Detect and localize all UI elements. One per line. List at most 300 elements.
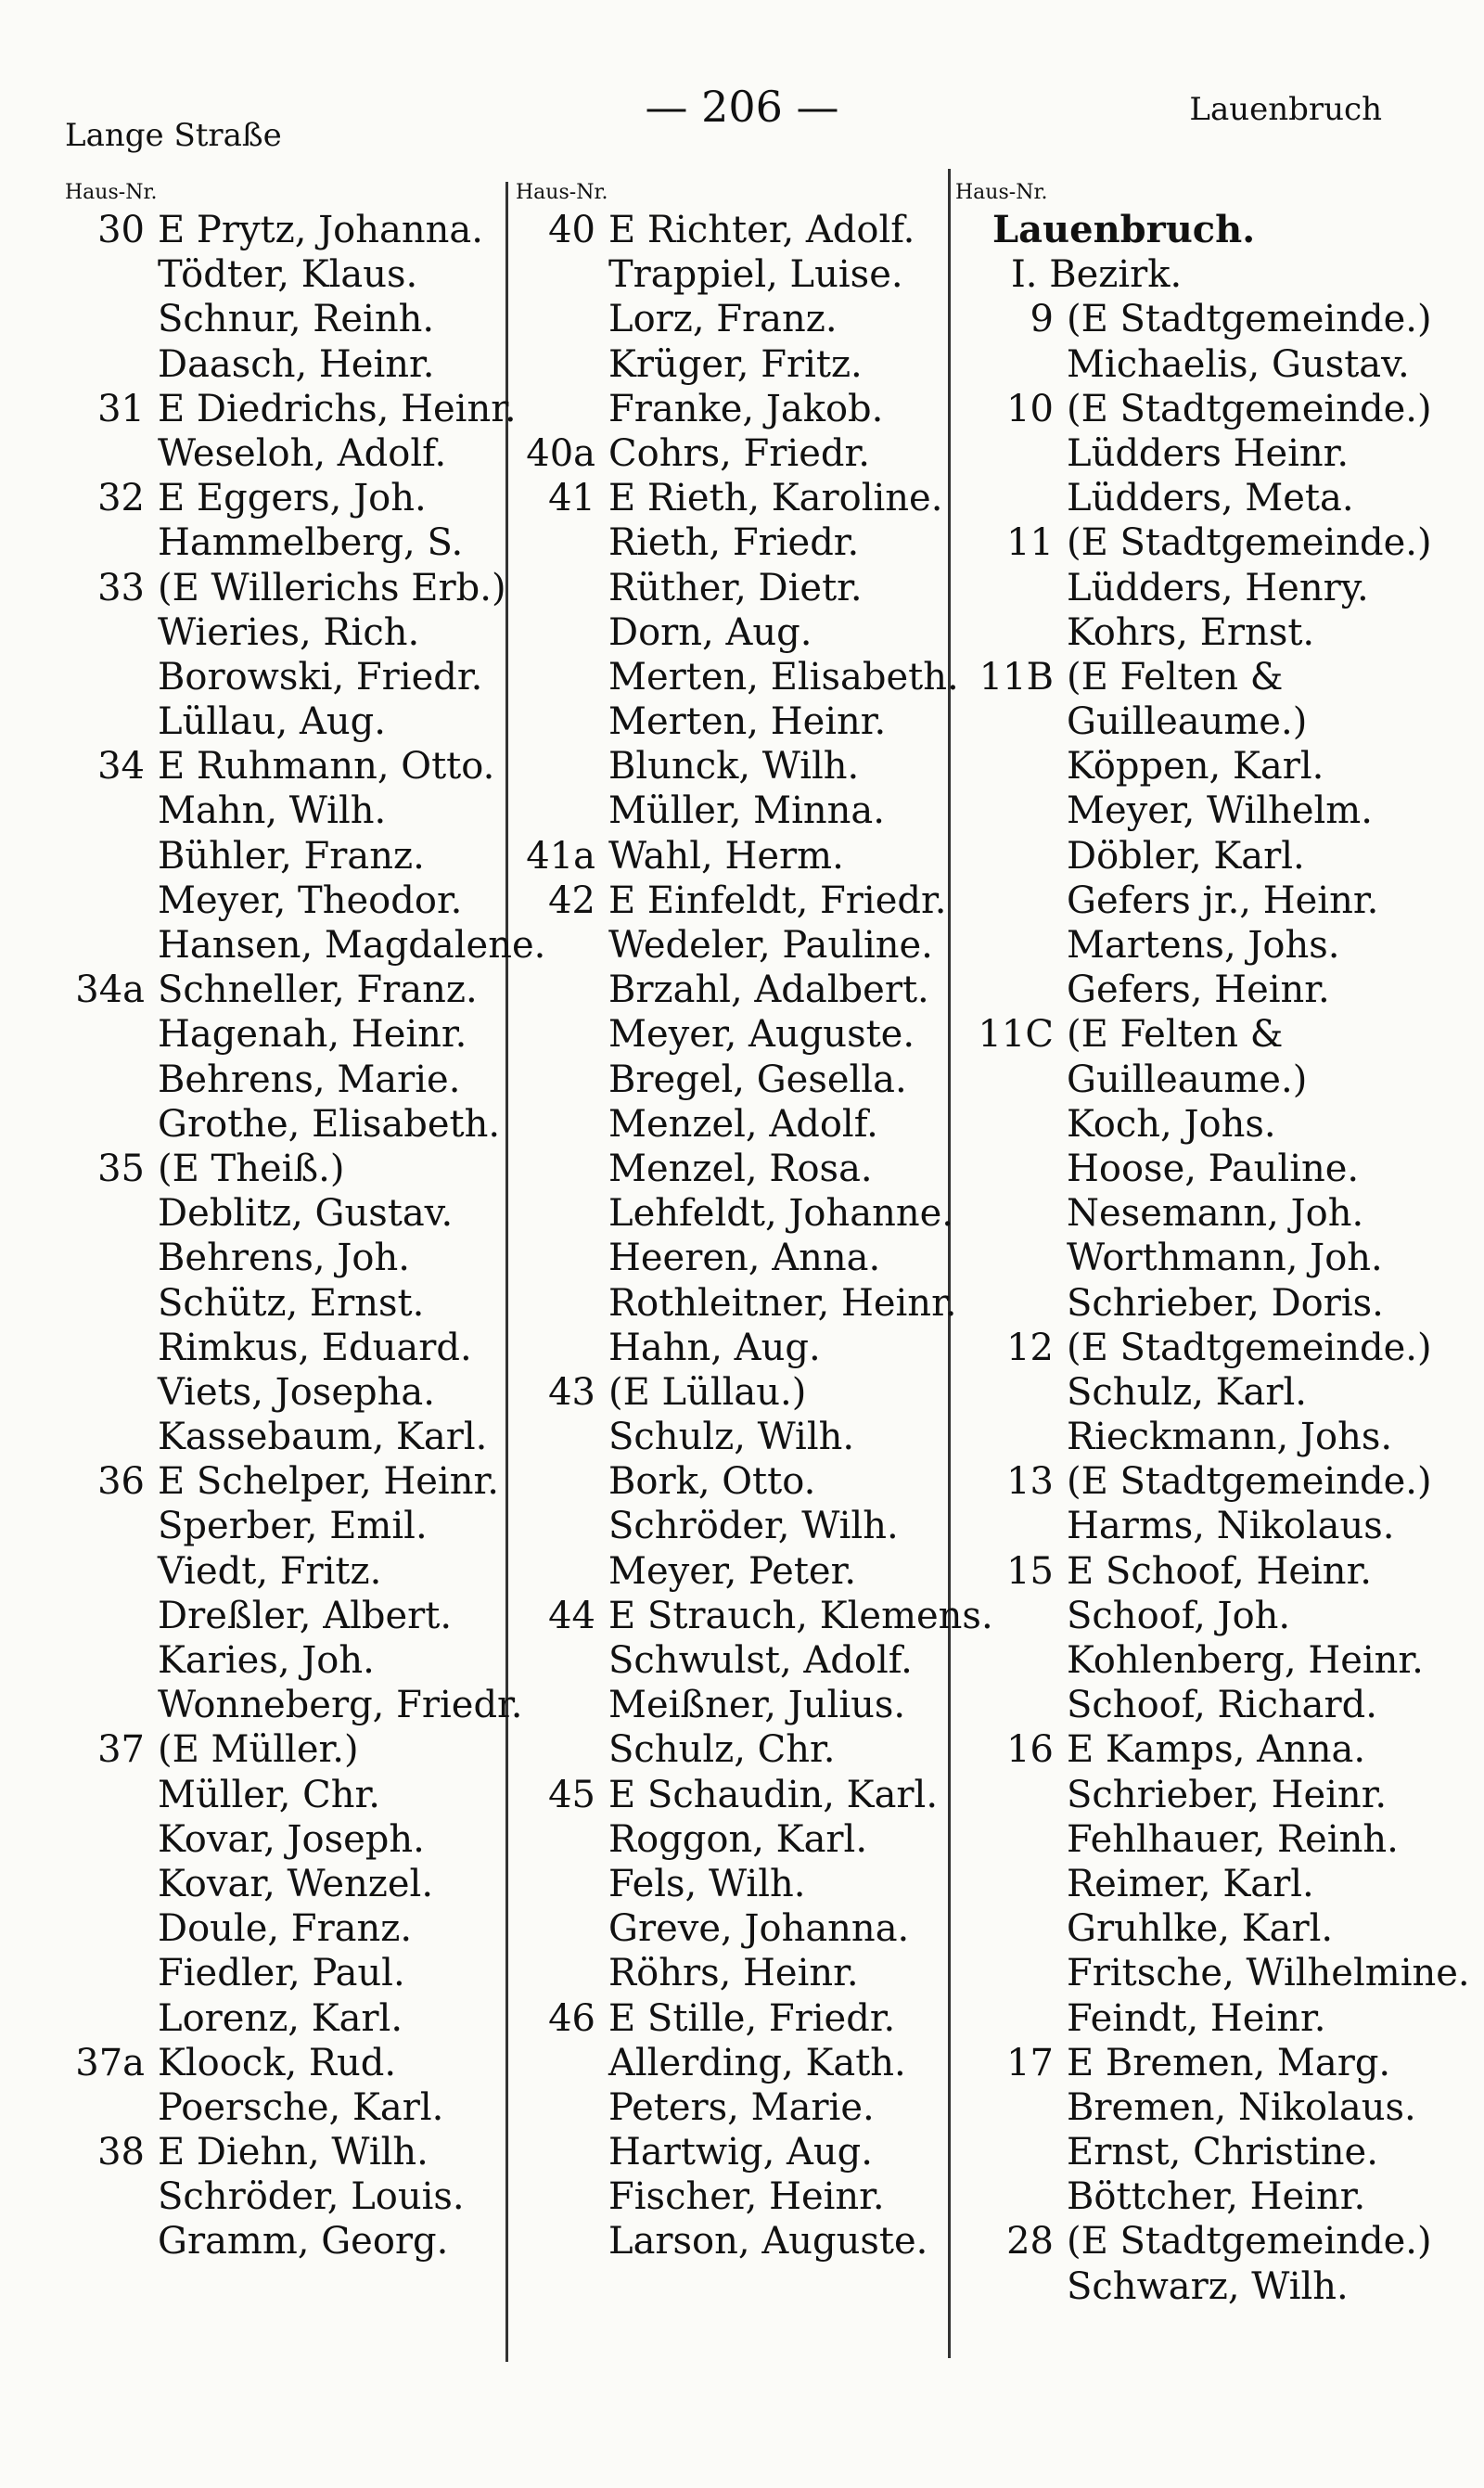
resident-name: Schröder, Louis. — [158, 2175, 465, 2219]
house-number — [955, 699, 1067, 744]
directory-entry — [955, 1773, 1456, 1817]
resident-name: Schwulst, Adolf. — [608, 1639, 913, 1682]
house-number — [516, 1727, 608, 1772]
directory-entry — [65, 1996, 501, 2041]
directory-entry — [516, 1191, 952, 1236]
resident-name: Guilleaume.) — [1067, 1058, 1308, 1101]
house-number: 15 — [1006, 1549, 1054, 1593]
directory-entry — [516, 834, 952, 878]
directory-entry — [65, 1415, 501, 1459]
directory-entry — [955, 1504, 1456, 1548]
house-number — [955, 476, 1067, 520]
house-number — [955, 1817, 1067, 1862]
directory-entry — [516, 387, 952, 431]
directory-entry — [65, 1370, 501, 1415]
house-number: 42 — [548, 878, 595, 922]
directory-entry — [65, 1951, 501, 1995]
resident-name: Schnur, Reinh. — [158, 298, 435, 341]
directory-entry — [65, 1638, 501, 1683]
resident-name: (E Stadtgemeinde.) — [1067, 387, 1432, 430]
resident-name: E Diedrichs, Heinr. — [158, 387, 517, 430]
resident-name: Müller, Minna. — [608, 789, 885, 833]
column-3 — [955, 181, 1470, 2309]
directory-entry — [65, 1683, 523, 1727]
resident-name: (E Müller.) — [158, 1728, 359, 1772]
directory-entry — [955, 1683, 1456, 1727]
directory-entry — [516, 297, 952, 341]
resident-name: Daasch, Heinr. — [158, 342, 435, 386]
house-number — [955, 1906, 1067, 1951]
resident-name: Lorz, Franz. — [608, 298, 838, 341]
resident-name: Doule, Franz. — [158, 1907, 413, 1951]
house-number — [955, 2264, 1067, 2309]
house-number — [65, 1012, 158, 1057]
house-number — [65, 2219, 158, 2264]
resident-name: E Prytz, Johanna. — [158, 209, 483, 251]
resident-name: Bregel, Gesella. — [608, 1058, 907, 1101]
resident-name: Fischer, Heinr. — [608, 2175, 885, 2219]
directory-entry — [516, 1549, 952, 1594]
resident-name: Rieth, Friedr. — [608, 521, 860, 565]
directory-entry — [65, 342, 501, 387]
resident-name: Blunck, Wilh. — [608, 745, 860, 789]
house-number — [516, 520, 608, 565]
house-number — [516, 1191, 608, 1236]
directory-entry — [516, 1727, 952, 1772]
house-number — [955, 878, 1067, 923]
resident-name: Behrens, Marie. — [158, 1058, 461, 1101]
directory-entry — [955, 655, 1456, 699]
directory-entry — [955, 744, 1456, 789]
directory-entry — [955, 1549, 1456, 1594]
resident-name: E Eggers, Joh. — [158, 477, 427, 520]
house-number — [516, 610, 608, 655]
house-number: 13 — [1006, 1460, 1054, 1504]
directory-entry — [955, 1459, 1456, 1504]
resident-name: Schoof, Joh. — [1067, 1594, 1291, 1637]
directory-entry — [65, 744, 501, 789]
directory-entry — [516, 1326, 952, 1370]
house-number — [516, 1638, 608, 1683]
directory-entry — [65, 2174, 501, 2219]
house-number — [65, 1683, 158, 1727]
house-number — [65, 1862, 158, 1906]
directory-entry — [516, 2041, 952, 2085]
house-number — [516, 1147, 608, 1191]
directory-entry — [955, 1862, 1456, 1906]
resident-name: Ernst, Christine. — [1067, 2131, 1378, 2174]
house-number — [65, 1594, 158, 1638]
directory-entry — [516, 1415, 952, 1459]
resident-name: E Rieth, Karoline. — [608, 477, 943, 520]
resident-name: Gruhlke, Karl. — [1067, 1907, 1334, 1951]
directory-entry — [65, 1773, 501, 1817]
directory-entry — [65, 2219, 501, 2264]
resident-name: Poersche, Karl. — [158, 2085, 444, 2129]
directory-entry — [65, 297, 501, 341]
directory-entry — [516, 2219, 952, 2264]
district-heading: I. Bezirk. — [1011, 253, 1183, 297]
directory-entry — [65, 1862, 501, 1906]
directory-entry — [516, 1773, 952, 1817]
house-number — [955, 2085, 1067, 2130]
house-number — [955, 1281, 1067, 1326]
resident-name: Röhrs, Heinr. — [608, 1952, 859, 1995]
house-number — [516, 566, 608, 610]
directory-entry — [955, 968, 1456, 1012]
resident-name: Merten, Elisabeth. — [608, 655, 959, 699]
resident-name: Lüdders Heinr. — [1067, 431, 1350, 475]
house-number — [516, 1549, 608, 1594]
resident-name: Mahn, Wilh. — [158, 789, 387, 833]
resident-name: Lüllau, Aug. — [158, 700, 386, 744]
house-number — [65, 878, 158, 923]
resident-name: Meißner, Julius. — [608, 1684, 906, 1727]
resident-name: Schulz, Chr. — [608, 1728, 836, 1772]
directory-entry — [65, 566, 506, 610]
house-number — [65, 610, 158, 655]
house-number: 31 — [97, 387, 145, 430]
resident-name: Meyer, Wilhelm. — [1067, 789, 1373, 833]
directory-entry — [955, 2264, 1456, 2309]
resident-name: (E Felten & — [1067, 1013, 1284, 1057]
house-number: 32 — [97, 477, 145, 520]
house-number — [516, 1236, 608, 1280]
directory-entry — [955, 1147, 1456, 1191]
resident-name: Worthmann, Joh. — [1067, 1237, 1383, 1280]
directory-entry — [516, 1996, 952, 2041]
house-number: 45 — [548, 1773, 595, 1816]
house-number — [955, 431, 1067, 476]
directory-entry — [516, 1638, 952, 1683]
resident-name: Meyer, Auguste. — [608, 1013, 915, 1057]
house-number — [65, 1996, 158, 2041]
house-number — [65, 1951, 158, 1995]
resident-name: E Kamps, Anna. — [1067, 1728, 1366, 1772]
resident-name: Merten, Heinr. — [608, 700, 887, 744]
resident-name: E Einfeldt, Friedr. — [608, 878, 947, 922]
directory-entry — [516, 2130, 952, 2174]
resident-name: (E Stadtgemeinde.) — [1067, 2220, 1432, 2264]
resident-name: E Strauch, Klemens. — [608, 1594, 993, 1637]
house-number: 44 — [548, 1594, 595, 1637]
house-number — [955, 2130, 1067, 2174]
resident-name: Kohlenberg, Heinr. — [1067, 1639, 1424, 1682]
page-header — [0, 82, 1484, 154]
resident-name: Roggon, Karl. — [608, 1817, 868, 1861]
house-number — [955, 2174, 1067, 2219]
directory-entry — [955, 2130, 1456, 2174]
house-number — [955, 1638, 1067, 1683]
resident-name: Fels, Wilh. — [608, 1862, 806, 1905]
resident-name: Böttcher, Heinr. — [1067, 2175, 1366, 2219]
house-number — [955, 834, 1067, 878]
resident-name: Hammelberg, S. — [158, 521, 464, 565]
house-number: 9 — [1030, 298, 1054, 341]
street-heading: Lauenbruch. — [992, 208, 1256, 251]
house-number — [65, 834, 158, 878]
house-number — [516, 387, 608, 431]
resident-name: Gefers jr., Heinr. — [1067, 878, 1379, 922]
resident-name: Schwarz, Wilh. — [1067, 2264, 1349, 2308]
house-number — [516, 1683, 608, 1727]
directory-entry — [955, 1594, 1456, 1638]
resident-name: Kohrs, Ernst. — [1067, 610, 1315, 654]
resident-name: E Schelper, Heinr. — [158, 1460, 499, 1504]
house-number — [955, 1058, 1067, 1102]
resident-name: Deblitz, Gustav. — [158, 1192, 454, 1236]
resident-name: Bork, Otto. — [608, 1460, 816, 1504]
directory-entry — [65, 1594, 501, 1638]
directory-entry — [516, 1683, 952, 1727]
house-number — [516, 1906, 608, 1951]
house-number-heading: Haus-Nr. — [955, 181, 1048, 204]
house-number — [516, 789, 608, 833]
directory-entry — [516, 520, 952, 565]
directory-entry — [65, 834, 501, 878]
directory-entry — [955, 2219, 1456, 2264]
resident-name: Heeren, Anna. — [608, 1237, 881, 1280]
directory-entry — [65, 1817, 501, 1862]
house-number — [516, 1862, 608, 1906]
house-number — [516, 2174, 608, 2219]
house-number — [516, 2219, 608, 2264]
house-number — [955, 342, 1067, 387]
resident-name: Lüdders, Meta. — [1067, 477, 1354, 520]
directory-entry — [955, 1951, 1470, 1995]
directory-entry — [516, 610, 952, 655]
directory-entry — [955, 1727, 1456, 1772]
resident-name: Wieries, Rich. — [158, 610, 420, 654]
directory-entry — [516, 1102, 952, 1147]
house-number: 41 — [548, 477, 595, 520]
house-number — [65, 1504, 158, 1548]
resident-name: Feindt, Heinr. — [1067, 1996, 1326, 2040]
resident-name: Weseloh, Adolf. — [158, 431, 447, 475]
directory-entry — [516, 1594, 993, 1638]
house-number — [955, 1370, 1067, 1415]
directory-entry — [955, 699, 1456, 744]
resident-name: Greve, Johanna. — [608, 1907, 910, 1951]
directory-entry — [516, 1862, 952, 1906]
directory-entry — [955, 1638, 1456, 1683]
house-number — [516, 1459, 608, 1504]
house-number — [65, 520, 158, 565]
house-number — [65, 655, 158, 699]
resident-name: Guilleaume.) — [1067, 700, 1308, 744]
house-number-heading: Haus-Nr. — [65, 181, 158, 204]
resident-name: Koch, Johs. — [1067, 1102, 1276, 1146]
resident-name: Wonneberg, Friedr. — [158, 1684, 523, 1727]
house-number: 11 — [1006, 521, 1054, 565]
resident-name: Müller, Chr. — [158, 1773, 380, 1816]
directory-entry — [955, 834, 1456, 878]
resident-name: Hoose, Pauline. — [1067, 1147, 1360, 1190]
directory-entry — [955, 1370, 1456, 1415]
directory-entry — [65, 1727, 501, 1772]
directory-entry — [516, 789, 952, 833]
resident-name: E Diehn, Wilh. — [158, 2131, 429, 2174]
house-number — [516, 2085, 608, 2130]
house-number — [516, 252, 608, 297]
house-number — [955, 566, 1067, 610]
resident-name: Rimkus, Eduard. — [158, 1326, 472, 1369]
house-number-heading: Haus-Nr. — [516, 181, 608, 204]
house-number — [65, 2085, 158, 2130]
resident-name: Köppen, Karl. — [1067, 745, 1324, 789]
resident-name: (E Stadtgemeinde.) — [1067, 521, 1432, 565]
directory-entry — [955, 1012, 1456, 1057]
house-number: 34a — [75, 968, 145, 1012]
directory-entry — [516, 342, 952, 387]
house-number — [516, 1504, 608, 1548]
resident-name: E Richter, Adolf. — [608, 209, 915, 251]
directory-entry — [65, 1236, 501, 1280]
resident-name: Kovar, Joseph. — [158, 1817, 425, 1861]
directory-entry — [516, 1504, 952, 1548]
running-head-left: Lange Straße — [65, 117, 282, 154]
house-number — [65, 1326, 158, 1370]
house-number — [955, 1102, 1067, 1147]
directory-entry — [955, 878, 1456, 923]
resident-name: E Schaudin, Karl. — [608, 1773, 939, 1816]
resident-name: Bremen, Nikolaus. — [1067, 2085, 1416, 2129]
directory-entry — [516, 431, 952, 476]
directory-entry — [516, 655, 959, 699]
directory-entry — [955, 342, 1456, 387]
running-head-right: Lauenbruch — [1189, 91, 1382, 128]
directory-entry — [955, 2085, 1456, 2130]
resident-name: Döbler, Karl. — [1067, 834, 1305, 878]
directory-entry — [955, 1817, 1456, 1862]
directory-entry — [955, 1058, 1456, 1102]
resident-name: Nesemann, Joh. — [1067, 1192, 1364, 1236]
house-number — [516, 923, 608, 968]
resident-name: Tödter, Klaus. — [158, 253, 418, 297]
house-number — [65, 1102, 158, 1147]
house-number: 33 — [97, 566, 145, 609]
resident-name: Gefers, Heinr. — [1067, 968, 1330, 1012]
directory-entry — [516, 1281, 957, 1326]
resident-name: Viedt, Fritz. — [158, 1549, 382, 1593]
resident-name: Meyer, Peter. — [608, 1549, 857, 1593]
house-number — [516, 2130, 608, 2174]
house-number — [65, 297, 158, 341]
house-number — [65, 789, 158, 833]
resident-name: Schrieber, Heinr. — [1067, 1773, 1388, 1816]
house-number — [65, 923, 158, 968]
house-number — [516, 1058, 608, 1102]
house-number — [955, 1191, 1067, 1236]
directory-entry — [516, 1058, 952, 1102]
directory-entry — [955, 789, 1456, 833]
house-number: 37 — [97, 1728, 145, 1772]
resident-name: Meyer, Theodor. — [158, 878, 463, 922]
directory-entry — [516, 2085, 952, 2130]
house-number — [516, 1951, 608, 1995]
resident-name: Lorenz, Karl. — [158, 1996, 403, 2040]
resident-name: Harms, Nikolaus. — [1067, 1505, 1395, 1548]
house-number — [955, 789, 1067, 833]
resident-name: Bühler, Franz. — [158, 834, 425, 878]
resident-name: Brzahl, Adalbert. — [608, 968, 929, 1012]
house-number — [516, 1281, 608, 1326]
directory-entry — [65, 878, 501, 923]
resident-name: Fritsche, Wilhelmine. — [1067, 1952, 1470, 1995]
directory-entry — [516, 1817, 952, 1862]
house-number — [955, 1236, 1067, 1280]
house-number — [65, 699, 158, 744]
house-number — [516, 1102, 608, 1147]
resident-name: Martens, Johs. — [1067, 924, 1340, 967]
house-number — [955, 1415, 1067, 1459]
resident-name: (E Willerichs Erb.) — [158, 566, 506, 609]
house-number: 38 — [97, 2131, 145, 2174]
column-divider — [505, 182, 508, 2362]
house-number — [516, 1012, 608, 1057]
directory-entry — [65, 1191, 501, 1236]
resident-name: Schröder, Wilh. — [608, 1505, 899, 1548]
directory-entry — [65, 431, 501, 476]
resident-name: Fiedler, Paul. — [158, 1952, 405, 1995]
directory-entry — [65, 208, 501, 252]
resident-name: Franke, Jakob. — [608, 387, 884, 430]
resident-name: Fehlhauer, Reinh. — [1067, 1817, 1399, 1861]
house-number: 10 — [1006, 387, 1054, 430]
resident-name: Sperber, Emil. — [158, 1505, 428, 1548]
directory-entry — [955, 1906, 1456, 1951]
resident-name: Wedeler, Pauline. — [608, 924, 933, 967]
resident-name: Hagenah, Heinr. — [158, 1013, 467, 1057]
resident-name: (E Lüllau.) — [608, 1370, 807, 1414]
house-number — [516, 297, 608, 341]
resident-name: Borowski, Friedr. — [158, 655, 483, 699]
house-number — [65, 1906, 158, 1951]
resident-name: Reimer, Karl. — [1067, 1862, 1314, 1905]
house-number: 28 — [1006, 2220, 1054, 2264]
house-number — [65, 2174, 158, 2219]
house-number: 46 — [548, 1996, 595, 2040]
house-number — [65, 342, 158, 387]
resident-name: (E Theiß.) — [158, 1147, 345, 1190]
resident-name: Hartwig, Aug. — [608, 2131, 873, 2174]
house-number — [955, 1683, 1067, 1727]
house-number: 30 — [97, 209, 145, 251]
house-number: 16 — [1006, 1728, 1054, 1772]
directory-entry — [65, 2041, 501, 2085]
house-number — [65, 1370, 158, 1415]
directory-entry — [516, 1012, 952, 1057]
house-number — [516, 1326, 608, 1370]
house-number — [65, 1236, 158, 1280]
house-number — [955, 1773, 1067, 1817]
resident-name: Schulz, Karl. — [1067, 1370, 1307, 1414]
directory-entry — [65, 520, 501, 565]
directory-entry — [65, 1147, 501, 1191]
directory-entry — [65, 655, 501, 699]
directory-entry — [955, 1236, 1456, 1280]
house-number — [65, 1773, 158, 1817]
directory-entry — [955, 431, 1456, 476]
house-number — [65, 1638, 158, 1683]
directory-entry — [955, 610, 1456, 655]
resident-name: Kassebaum, Karl. — [158, 1416, 488, 1459]
house-number: 17 — [1006, 2041, 1054, 2084]
resident-name: Cohrs, Friedr. — [608, 431, 870, 475]
resident-name: Lüdders, Henry. — [1067, 566, 1369, 609]
directory-entry — [516, 566, 952, 610]
resident-name: Karies, Joh. — [158, 1639, 375, 1682]
